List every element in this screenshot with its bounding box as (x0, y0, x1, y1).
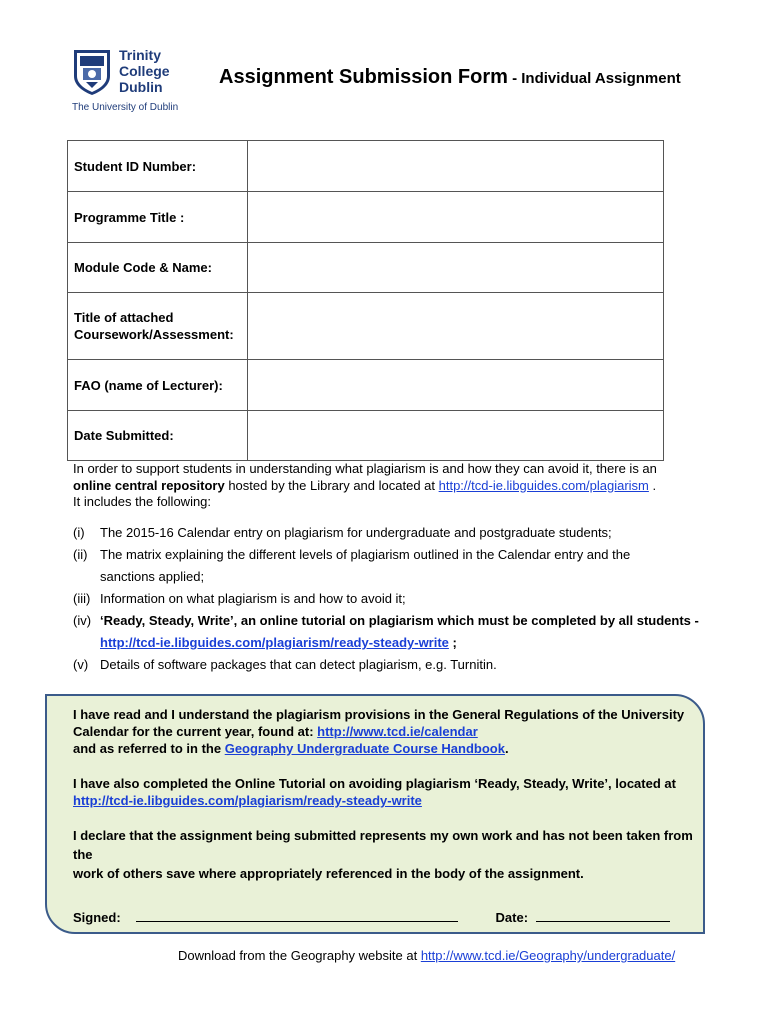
list-item (73, 544, 713, 566)
list-text: sanctions applied; (100, 569, 205, 584)
declaration-paragraph-1 (73, 706, 703, 757)
list-text: The matrix explaining the different levels of plagiarism outlined in the Calendar entry and the (100, 547, 631, 562)
student-id-input[interactable] (248, 141, 663, 191)
decl-p1-line2: Calendar for the current year, found at: (73, 724, 318, 739)
course-handbook-link[interactable]: Geography Undergraduate Course Handbook (224, 741, 505, 756)
list-item-continuation (73, 566, 713, 588)
logo-line-3: Dublin (119, 79, 163, 95)
student-id-label: Student ID Number: (68, 141, 248, 192)
decl-p1-line3: and as referred to in the (73, 741, 225, 756)
form-row-student-id (68, 141, 664, 192)
intro-line-1: In order to support students in understanding what plagiarism is and how they can avoid it, there is an (73, 461, 657, 476)
submission-form-table (67, 140, 664, 461)
intro-line-3: It includes the following: (73, 494, 212, 509)
resources-list (73, 522, 713, 676)
footer (178, 948, 675, 963)
intro-paragraph (73, 461, 683, 511)
fao-label: FAO (name of Lecturer): (68, 360, 248, 411)
geography-website-link[interactable]: http://www.tcd.ie/Geography/undergraduate/ (420, 948, 676, 963)
list-text: Details of software packages that can detect plagiarism, e.g. Turnitin. (100, 657, 497, 672)
intro-line-2-end: . (648, 477, 657, 493)
coursework-title-input[interactable] (248, 293, 663, 359)
title-sub: - Individual Assignment (507, 70, 681, 87)
signature-row (73, 909, 670, 925)
page-title (219, 66, 681, 89)
list-num: (i) (73, 525, 85, 540)
form-row-module (68, 243, 664, 293)
form-row-fao (68, 360, 664, 411)
tutorial-link[interactable]: http://tcd-ie.libguides.com/plagiarism/ready-steady-write (73, 793, 422, 808)
module-code-input[interactable] (248, 243, 663, 292)
decl-p1-end: . (504, 741, 509, 756)
programme-title-input[interactable] (248, 192, 663, 242)
list-text: The 2015-16 Calendar entry on plagiarism for undergraduate and postgraduate students; (100, 525, 612, 540)
decl-p3-line1: I declare that the assignment being submitted represents my own work and has not been taken from the (73, 828, 693, 862)
title-main: Assignment Submission Form (219, 66, 508, 88)
declaration-paragraph-2 (73, 775, 703, 809)
list-num: (ii) (73, 547, 88, 562)
ready-steady-write-link[interactable]: http://tcd-ie.libguides.com/plagiarism/ready-steady-write (100, 635, 449, 650)
intro-line-2: hosted by the Library and located at (224, 477, 439, 493)
footer-text: Download from the Geography website at (178, 948, 421, 963)
module-code-label: Module Code & Name: (68, 243, 248, 293)
list-num: (v) (73, 657, 89, 672)
logo-line-2: College (119, 63, 170, 79)
calendar-link[interactable]: http://www.tcd.ie/calendar (317, 724, 478, 739)
declaration-paragraph-3 (73, 826, 703, 883)
decl-p1-line1: I have read and I understand the plagiarism provisions in the General Regulations of the University (73, 707, 685, 722)
list-text: ‘Ready, Steady, Write’, an online tutorial on plagiarism which must be completed by all students - (100, 613, 699, 628)
list-item (73, 654, 713, 676)
list-num: (iv) (73, 613, 92, 628)
coursework-title-label: Title of attached Coursework/Assessment: (68, 293, 248, 360)
programme-title-label: Programme Title : (68, 192, 248, 243)
form-row-programme (68, 192, 664, 243)
shield-crest-icon (72, 48, 112, 96)
signed-label: Signed: (73, 910, 121, 925)
list-item (73, 610, 713, 632)
date-line[interactable] (536, 909, 670, 922)
list-item-continuation (73, 632, 713, 654)
list-item (73, 588, 713, 610)
university-logo (72, 46, 182, 114)
signature-line[interactable] (136, 909, 458, 922)
list-text-end: ; (448, 635, 457, 650)
form-row-date (68, 411, 664, 461)
logo-line-1: Trinity (119, 47, 162, 63)
form-row-coursework-title (68, 293, 664, 360)
list-item (73, 522, 713, 544)
decl-p2-line1: I have also completed the Online Tutorial on avoiding plagiarism ‘Ready, Steady, Write’, located at (73, 776, 676, 791)
logo-subtitle: The University of Dublin (72, 102, 179, 113)
list-text: Information on what plagiarism is and how to avoid it; (100, 591, 406, 606)
intro-bold: online central repository (73, 477, 225, 493)
fao-input[interactable] (248, 360, 663, 410)
plagiarism-link[interactable]: http://tcd-ie.libguides.com/plagiarism (438, 477, 649, 493)
list-num: (iii) (73, 591, 91, 606)
decl-p3-line2: work of others save where appropriately referenced in the body of the assignment. (73, 866, 584, 881)
date-submitted-label: Date Submitted: (68, 411, 248, 461)
date-label: Date: (495, 910, 529, 925)
date-submitted-input[interactable] (248, 411, 663, 460)
